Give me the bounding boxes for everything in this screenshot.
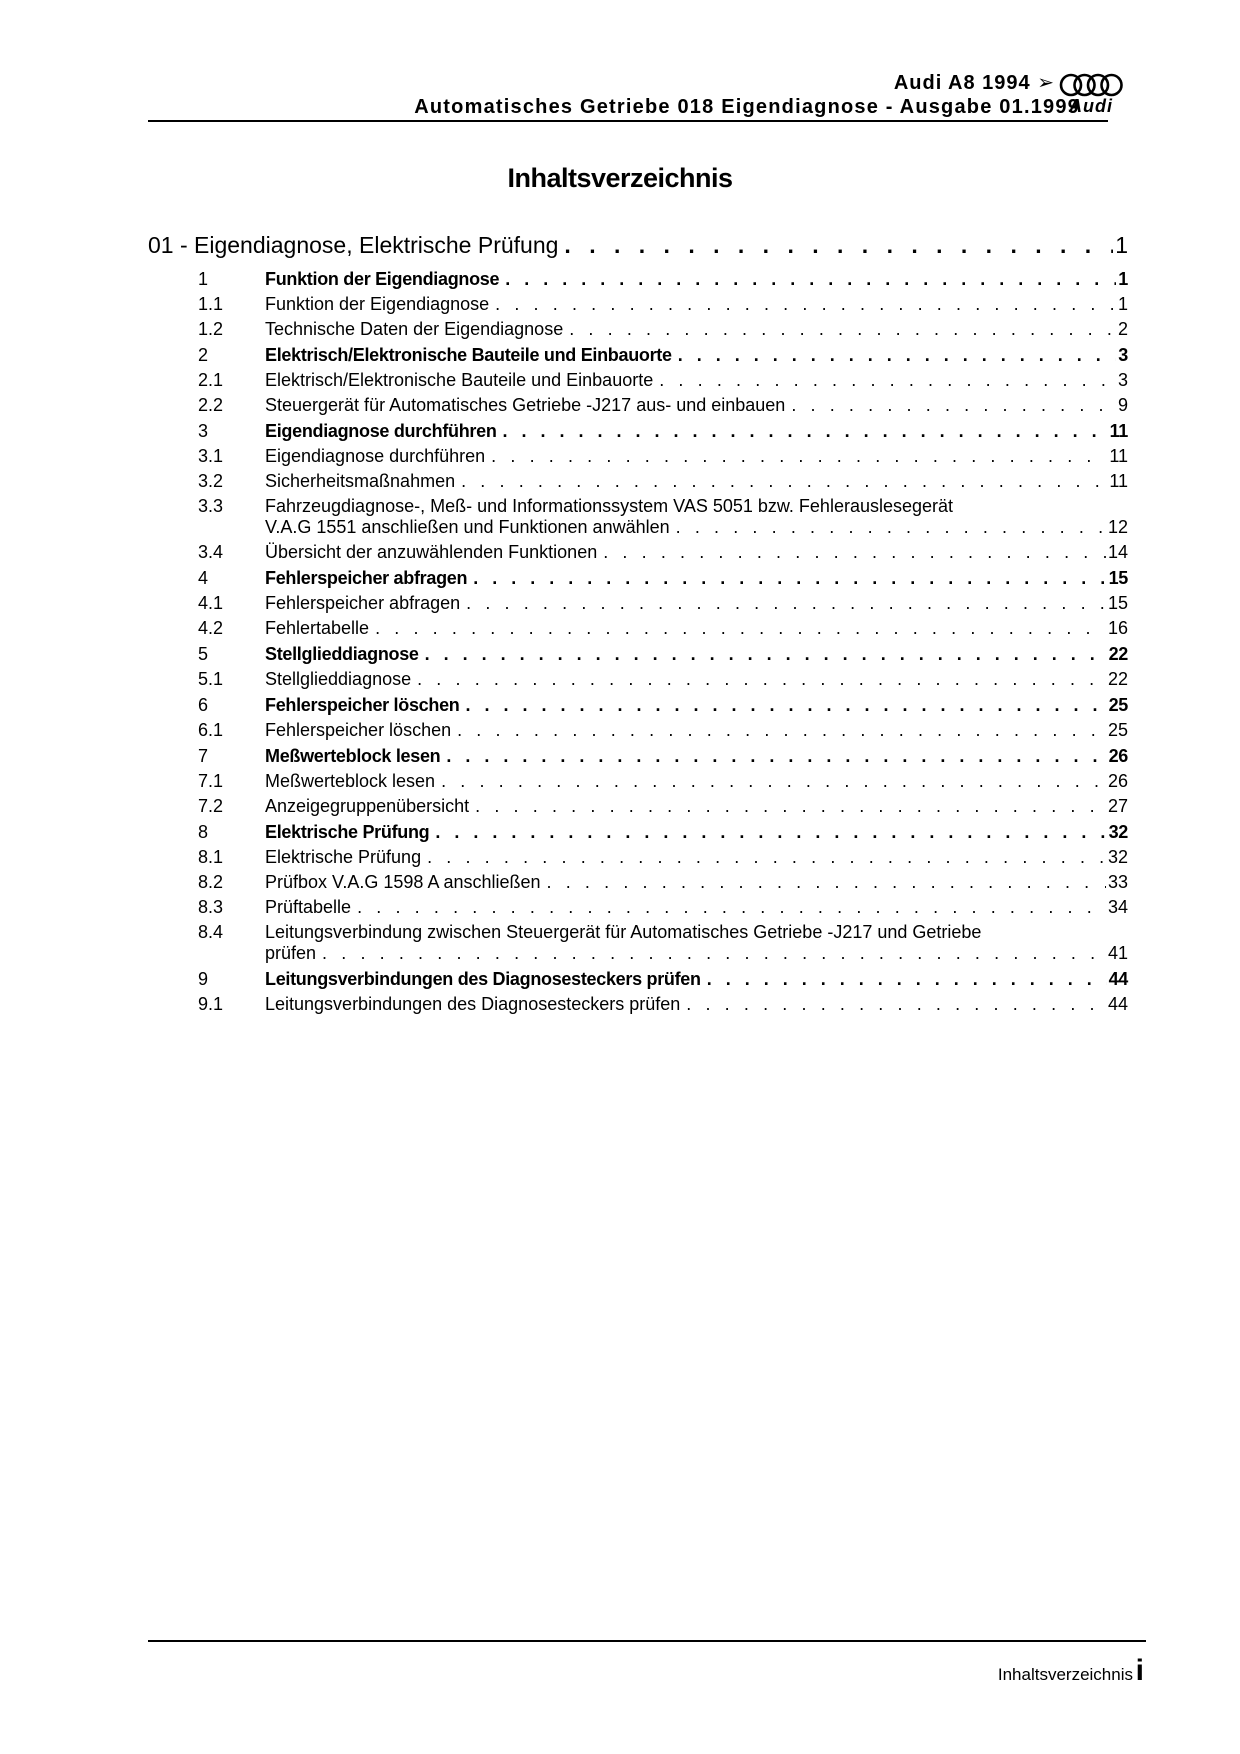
- toc-subsection[interactable]: [148, 897, 1128, 918]
- entry-title: Meßwerteblock lesen: [265, 746, 441, 766]
- section-number: 2.1: [198, 370, 224, 390]
- dot-leader: [461, 471, 1107, 492]
- toc-section[interactable]: [148, 695, 1128, 716]
- dot-leader: [564, 232, 1113, 259]
- dot-leader: [435, 822, 1106, 843]
- toc-chapter[interactable]: [148, 232, 1128, 264]
- dot-leader: [446, 746, 1106, 767]
- entry-body: [265, 922, 1128, 964]
- entry-title: Stellglieddiagnose: [265, 644, 419, 664]
- entry-page: 22: [1108, 644, 1128, 664]
- dot-leader: [505, 269, 1116, 290]
- entry-page: 33: [1107, 872, 1128, 892]
- entry-page: 22: [1107, 669, 1128, 689]
- entry-title: Elektrisch/Elektronische Bauteile und Einbauorte: [265, 345, 672, 365]
- entry-page: 9: [1117, 395, 1128, 415]
- section-number: 1.2: [198, 319, 224, 339]
- entry-page: 11: [1109, 471, 1128, 491]
- footer-label: Inhaltsverzeichnis: [997, 1665, 1133, 1684]
- toc-section-group: [148, 746, 1128, 817]
- entry-title: Steuergerät für Automatisches Getriebe -J217 aus- und einbauen: [265, 395, 786, 415]
- dot-leader: [457, 720, 1106, 741]
- chapter-title: 01 - Eigendiagnose, Elektrische Prüfung: [148, 232, 559, 258]
- toc-subsection[interactable]: [148, 542, 1128, 563]
- toc-subsection[interactable]: [148, 319, 1128, 340]
- dot-leader: [473, 568, 1106, 589]
- section-number: 8.1: [198, 847, 224, 867]
- entry-body: [265, 796, 1128, 817]
- entry-title: Prüfbox V.A.G 1598 A anschließen: [265, 872, 541, 892]
- toc-subsection[interactable]: [148, 847, 1128, 868]
- section-number: 6: [198, 695, 209, 715]
- toc-subsection[interactable]: [148, 496, 1128, 538]
- dot-leader: [466, 593, 1106, 614]
- toc-subsection[interactable]: [148, 994, 1128, 1015]
- entry-title: Elektrische Prüfung: [265, 822, 430, 842]
- dot-leader: [659, 370, 1116, 391]
- section-number: 1: [198, 269, 209, 289]
- dot-leader: [495, 294, 1116, 315]
- toc-subsection[interactable]: [148, 669, 1128, 690]
- section-number: 4: [198, 568, 209, 588]
- entry-body: [265, 593, 1128, 614]
- entry-page: 26: [1107, 771, 1128, 791]
- audi-rings-icon: [1059, 72, 1123, 98]
- section-number: 2: [198, 345, 209, 365]
- entry-page: 12: [1107, 517, 1128, 537]
- dot-leader: [603, 542, 1106, 563]
- entry-title: Technische Daten der Eigendiagnose: [265, 319, 564, 339]
- dot-leader: [569, 319, 1116, 340]
- toc-section-group: [148, 969, 1128, 1015]
- entry-title: Fehlerspeicher abfragen: [265, 593, 461, 613]
- entry-body: [265, 496, 1128, 538]
- entry-page: 3: [1118, 345, 1128, 365]
- entry-page: 14: [1107, 542, 1128, 562]
- entry-page: 34: [1107, 897, 1128, 917]
- section-number: 7: [198, 746, 209, 766]
- header-subtitle: Automatisches Getriebe 018 Eigendiagnose - Ausgabe 01.1999: [414, 96, 1080, 118]
- section-number: 8.4: [198, 922, 224, 942]
- dot-leader: [547, 872, 1106, 893]
- entry-page: 27: [1107, 796, 1128, 816]
- entry-body: [265, 897, 1128, 918]
- dot-leader: [427, 847, 1106, 868]
- entry-title: Elektrische Prüfung: [265, 847, 422, 867]
- entry-title: Elektrisch/Elektronische Bauteile und Einbauorte: [265, 370, 654, 390]
- toc-section-group: [148, 644, 1128, 690]
- entry-title: Meßwerteblock lesen: [265, 771, 436, 791]
- entry-page: 44: [1107, 994, 1128, 1014]
- toc-section[interactable]: [148, 269, 1128, 290]
- section-number: 3.4: [198, 542, 224, 562]
- section-number: 9.1: [198, 994, 224, 1014]
- entry-body: [265, 847, 1128, 868]
- entry-body: [265, 822, 1128, 843]
- entry-body: [265, 644, 1128, 665]
- entry-body: [265, 872, 1128, 893]
- table-of-contents: [148, 232, 1128, 1019]
- footer-page-number: i: [1135, 1654, 1144, 1687]
- toc-subsection[interactable]: [148, 771, 1128, 792]
- entry-page: 41: [1107, 943, 1128, 963]
- entry-page: 25: [1107, 720, 1128, 740]
- entry-body: [265, 969, 1128, 990]
- section-number: 4.1: [198, 593, 224, 613]
- entry-title: Fahrzeugdiagnose-, Meß- und Informationssystem VAS 5051 bzw. Fehlerauslesegerät: [265, 496, 954, 516]
- section-number: 7.1: [198, 771, 224, 791]
- toc-section-group: [148, 421, 1128, 563]
- entry-body: [265, 395, 1128, 416]
- toc-subsection[interactable]: [148, 872, 1128, 893]
- entry-page: 16: [1107, 618, 1128, 638]
- entry-title: Eigendiagnose durchführen: [265, 446, 486, 466]
- entry-body: [265, 542, 1128, 563]
- entry-page: 1: [1118, 269, 1128, 289]
- section-number: 3.1: [198, 446, 224, 466]
- entry-body: [265, 319, 1128, 340]
- entry-title-line2: V.A.G 1551 anschließen und Funktionen anwählen: [265, 517, 670, 537]
- entry-title-line2: prüfen: [265, 943, 317, 963]
- dot-leader: [417, 669, 1106, 690]
- audi-logo-text: Audi: [1069, 96, 1113, 116]
- entry-page: 11: [1109, 421, 1128, 441]
- entry-page: 32: [1108, 822, 1128, 842]
- dot-leader: [503, 421, 1108, 442]
- section-number: 3.2: [198, 471, 224, 491]
- toc-section-group: [148, 695, 1128, 741]
- dot-leader: [357, 897, 1106, 918]
- toc-section-group: [148, 345, 1128, 416]
- entry-body: [265, 746, 1128, 767]
- entry-page: 26: [1108, 746, 1128, 766]
- entry-body: [265, 269, 1128, 290]
- dot-leader: [322, 943, 1106, 964]
- entry-title: Übersicht der anzuwählenden Funktionen: [265, 542, 598, 562]
- toc-subsection[interactable]: [148, 593, 1128, 614]
- entry-body: [265, 446, 1128, 467]
- toc-section[interactable]: [148, 568, 1128, 589]
- dot-leader: [441, 771, 1106, 792]
- entry-page: 11: [1109, 446, 1128, 466]
- entry-title: Fehlerspeicher abfragen: [265, 568, 468, 588]
- toc-subsection[interactable]: [148, 471, 1128, 492]
- entry-title: Leitungsverbindungen des Diagnosesteckers prüfen: [265, 994, 681, 1014]
- entry-page: 32: [1107, 847, 1128, 867]
- entry-body: [265, 669, 1128, 690]
- entry-title: Sicherheitsmaßnahmen: [265, 471, 456, 491]
- header-divider: [148, 120, 1108, 122]
- toc-section[interactable]: [148, 421, 1128, 442]
- section-number: 3: [198, 421, 209, 441]
- toc-section[interactable]: [148, 746, 1128, 767]
- toc-section[interactable]: [148, 969, 1128, 990]
- section-number: 5: [198, 644, 209, 664]
- toc-subsection[interactable]: [148, 294, 1128, 315]
- entry-body: [265, 421, 1128, 442]
- dot-leader: [676, 517, 1106, 538]
- entry-body: [265, 720, 1128, 741]
- dot-leader: [491, 446, 1107, 467]
- section-number: 6.1: [198, 720, 224, 740]
- entry-title: Fehlerspeicher löschen: [265, 720, 452, 740]
- toc-subsection[interactable]: [148, 370, 1128, 391]
- dot-leader: [686, 994, 1106, 1015]
- entry-page: 44: [1108, 969, 1128, 989]
- toc-section[interactable]: [148, 644, 1128, 665]
- entry-body: [265, 294, 1128, 315]
- entry-title: Anzeigegruppenübersicht: [265, 796, 470, 816]
- entry-title: Stellglieddiagnose: [265, 669, 412, 689]
- entry-page: 1: [1117, 294, 1128, 314]
- entry-body: [265, 771, 1128, 792]
- entry-body: [265, 695, 1128, 716]
- entry-body: [265, 345, 1128, 366]
- toc-section[interactable]: [148, 345, 1128, 366]
- section-number: 1.1: [198, 294, 224, 314]
- entry-body: [265, 618, 1128, 639]
- entry-page: 25: [1108, 695, 1128, 715]
- entry-page: 2: [1117, 319, 1128, 339]
- entry-title: Eigendiagnose durchführen: [265, 421, 497, 441]
- entry-body: [265, 370, 1128, 391]
- section-number: 8.2: [198, 872, 224, 892]
- entry-title: Fehlerspeicher löschen: [265, 695, 460, 715]
- section-number: 3.3: [198, 496, 224, 516]
- entry-title: Leitungsverbindung zwischen Steuergerät für Automatisches Getriebe -J217 und Getriebe: [265, 922, 982, 942]
- dot-leader: [791, 395, 1116, 416]
- footer-divider: [148, 1640, 1146, 1642]
- entry-page: 15: [1107, 593, 1128, 613]
- entry-title: Funktion der Eigendiagnose: [265, 269, 500, 289]
- entry-body: [265, 568, 1128, 589]
- section-number: 4.2: [198, 618, 224, 638]
- section-number: 5.1: [198, 669, 224, 689]
- entry-title: Prüftabelle: [265, 897, 352, 917]
- section-number: 8.3: [198, 897, 224, 917]
- toc-section-group: [148, 822, 1128, 964]
- page-title: Inhaltsverzeichnis: [507, 163, 733, 193]
- dot-leader: [475, 796, 1106, 817]
- toc-subsection[interactable]: [148, 796, 1128, 817]
- toc-section-group: [148, 568, 1128, 639]
- entry-page: 15: [1108, 568, 1128, 588]
- dot-leader: [678, 345, 1117, 366]
- toc-subsection[interactable]: [148, 446, 1128, 467]
- chapter-page: 1: [1115, 232, 1128, 258]
- toc-subsection[interactable]: [148, 720, 1128, 741]
- toc-section[interactable]: [148, 822, 1128, 843]
- dot-leader: [375, 618, 1106, 639]
- entry-title: Leitungsverbindungen des Diagnosesteckers prüfen: [265, 969, 701, 989]
- section-number: 2.2: [198, 395, 224, 415]
- entry-title-continued: [265, 517, 1128, 538]
- toc-subsection[interactable]: [148, 618, 1128, 639]
- dot-leader: [425, 644, 1107, 665]
- header-title: Audi A8 1994 ➢: [893, 72, 1055, 94]
- toc-section-group: [148, 269, 1128, 340]
- section-number: 7.2: [198, 796, 224, 816]
- dot-leader: [707, 969, 1107, 990]
- section-number: 9: [198, 969, 209, 989]
- entry-body: [265, 994, 1128, 1015]
- entry-page: 3: [1117, 370, 1128, 390]
- toc-subsection[interactable]: [148, 395, 1128, 416]
- dot-leader: [465, 695, 1106, 716]
- section-number: 8: [198, 822, 209, 842]
- toc-subsection[interactable]: [148, 922, 1128, 964]
- entry-title: Funktion der Eigendiagnose: [265, 294, 490, 314]
- entry-body: [265, 471, 1128, 492]
- entry-title-continued: [265, 943, 1128, 964]
- entry-title: Fehlertabelle: [265, 618, 370, 638]
